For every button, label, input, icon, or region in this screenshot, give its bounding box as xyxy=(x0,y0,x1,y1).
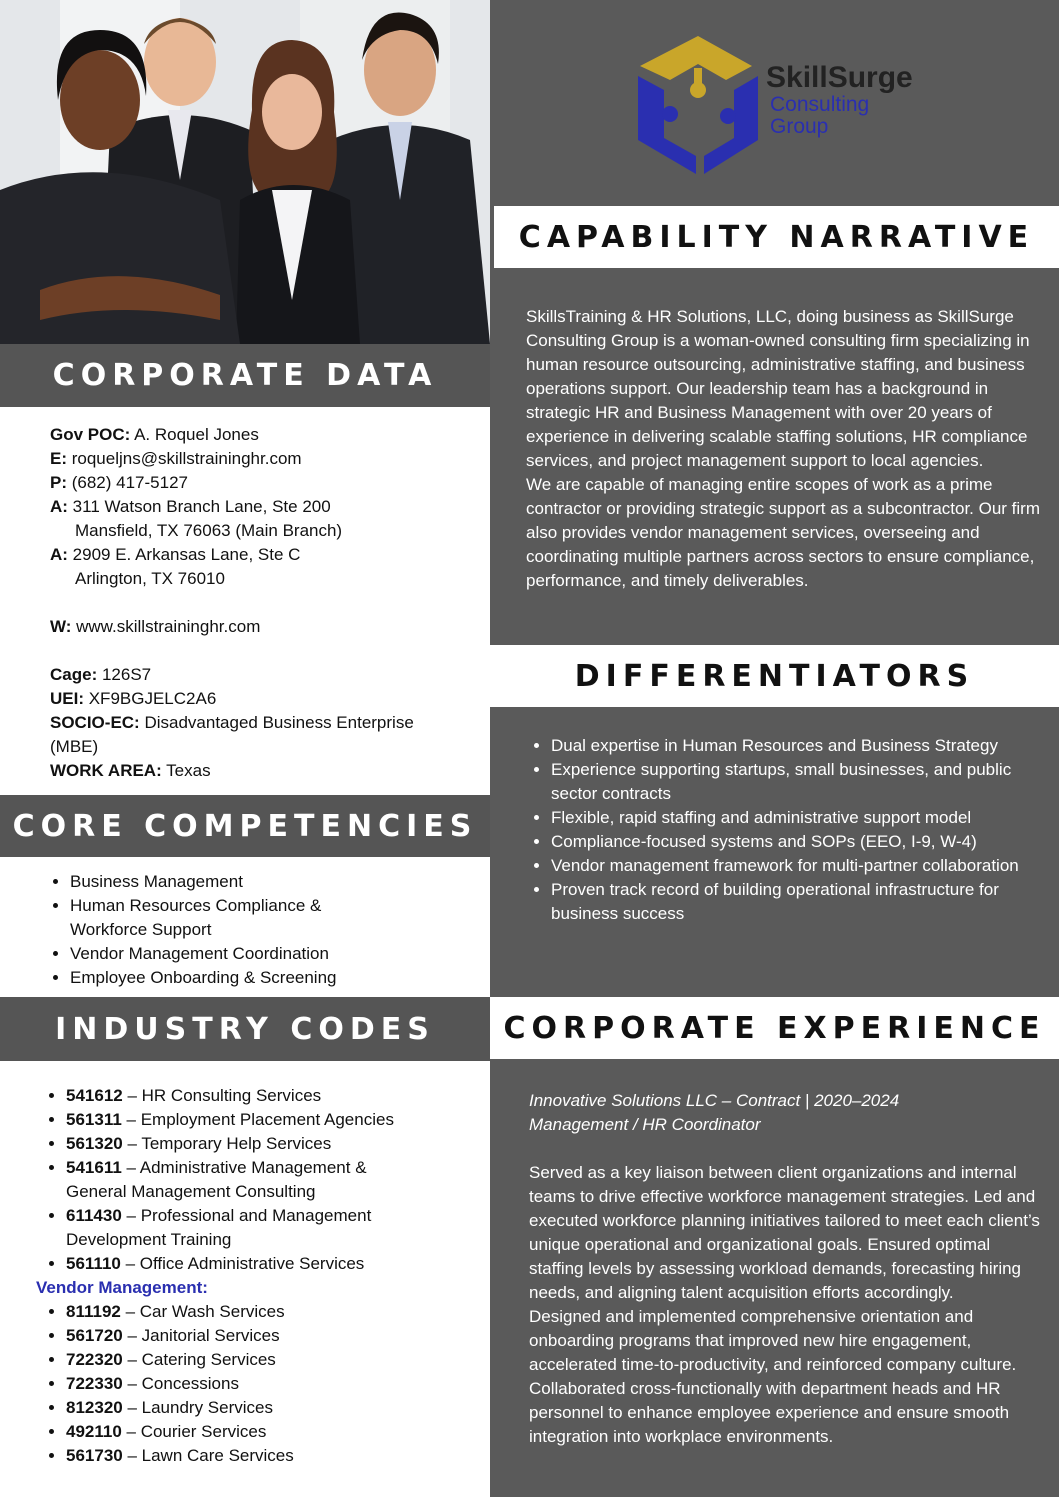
vendor-management-label: Vendor Management: xyxy=(36,1278,208,1297)
list-item: • 541611 – Administrative Management & General Management Consulting xyxy=(66,1156,426,1204)
web-value: www.skillstraininghr.com xyxy=(71,617,261,636)
list-item: • Employee Onboarding & Screening xyxy=(70,966,360,990)
list-item: • 722320 – Catering Services xyxy=(66,1348,426,1372)
list-item: • Human Resources Compliance & Workforce Support xyxy=(70,894,360,942)
list-item: • 492110 – Courier Services xyxy=(66,1420,426,1444)
company-logo xyxy=(630,28,950,178)
work-area-value: Texas xyxy=(161,761,211,780)
list-item: • 561720 – Janitorial Services xyxy=(66,1324,426,1348)
socio-value: Disadvantaged Business Enterprise (MBE) xyxy=(50,713,414,756)
differentiators-list xyxy=(531,734,1021,926)
industry-codes-heading: INDUSTRY CODES xyxy=(0,997,490,1061)
phone-label: P: xyxy=(50,473,67,492)
address2-line2: Arlington, TX 76010 xyxy=(75,569,225,588)
work-area-label: WORK AREA: xyxy=(50,761,162,780)
list-item: • 561311 – Employment Placement Agencies xyxy=(66,1108,426,1132)
corporate-data xyxy=(50,423,470,783)
core-competencies-list xyxy=(50,870,360,990)
corporate-experience-heading: CORPORATE EXPERIENCE xyxy=(490,997,1059,1059)
list-item: • 812320 – Laundry Services xyxy=(66,1396,426,1420)
corporate-data-heading: CORPORATE DATA xyxy=(0,344,490,407)
list-item: • Business Management xyxy=(70,870,360,894)
capability-paragraph-1: SkillsTraining & HR Solutions, LLC, doing business as SkillSurge Consulting Group is a woman-owned consulting firm specializing in human resource outsourcing, administrative staffing, and business operations support. Our leadership team has a background in strategic HR and Business Management with over 20 years of experience in delivering scalable staffing solutions, HR compliance services, and project management support to local agencies. xyxy=(526,307,1030,470)
uei-value: XF9BGJELC2A6 xyxy=(84,689,217,708)
phone-value: (682) 417-5127 xyxy=(67,473,188,492)
list-item: • 611430 – Professional and Management Development Training xyxy=(66,1204,426,1252)
vendor-codes-list xyxy=(46,1300,426,1468)
list-item: • 561730 – Lawn Care Services xyxy=(66,1444,426,1468)
list-item: • Compliance-focused systems and SOPs (EEO, I-9, W-4) xyxy=(551,830,1021,854)
brand-name: SkillSurge xyxy=(766,61,913,94)
list-item: • 811192 – Car Wash Services xyxy=(66,1300,426,1324)
uei-label: UEI: xyxy=(50,689,84,708)
socio-label: SOCIO-EC: xyxy=(50,713,140,732)
web-label: W: xyxy=(50,617,72,636)
list-item: • 541612 – HR Consulting Services xyxy=(66,1084,426,1108)
address1-line2: Mansfield, TX 76063 (Main Branch) xyxy=(75,521,343,540)
address1-line1: 311 Watson Branch Lane, Ste 200 xyxy=(67,497,331,516)
cage-label: Cage: xyxy=(50,665,98,684)
list-item: • 722330 – Concessions xyxy=(66,1372,426,1396)
address2-line1: 2909 E. Arkansas Lane, Ste C xyxy=(67,545,301,564)
list-item: • Dual expertise in Human Resources and Business Strategy xyxy=(551,734,1021,758)
address1-label: A: xyxy=(50,497,68,516)
industry-codes-list xyxy=(46,1084,426,1276)
poc-label: Gov POC: xyxy=(50,425,131,444)
brand-sub2: Group xyxy=(770,115,829,138)
cage-value: 126S7 xyxy=(97,665,152,684)
list-item: • Vendor Management Coordination xyxy=(70,942,360,966)
experience-paragraph-1: Served as a key liaison between client organizations and internal teams to drive effective workforce management strategies. Led and executed workforce planning initiatives tailored to meet each client’s unique operational and organizational goals. Ensured optimal staffing levels by assessing workload demands, forecasting hiring needs, and aligning talent acquisition efforts accordingly. xyxy=(529,1163,1040,1302)
team-photo xyxy=(0,0,490,344)
list-item: • 561320 – Temporary Help Services xyxy=(66,1132,426,1156)
address2-label: A: xyxy=(50,545,68,564)
list-item: • Vendor management framework for multi-partner collaboration xyxy=(551,854,1021,878)
poc-value: A. Roquel Jones xyxy=(130,425,259,444)
corporate-experience xyxy=(529,1089,1044,1449)
list-item: • Proven track record of building operational infrastructure for business success xyxy=(551,878,1021,926)
capability-heading: CAPABILITY NARRATIVE xyxy=(494,206,1059,268)
brand-sub1: Consulting xyxy=(770,93,870,116)
list-item: • Flexible, rapid staffing and administrative support model xyxy=(551,806,1021,830)
experience-title: Innovative Solutions LLC – Contract | 2020–2024 xyxy=(529,1091,900,1110)
capability-paragraph-2: We are capable of managing entire scopes of work as a prime contractor or providing strategic support as a subcontractor. Our firm also provides vendor management services, overseeing and coordinating multiple partners across sectors to ensure compliance, performance, and timely deliverables. xyxy=(526,475,1041,590)
capability-narrative xyxy=(526,305,1041,593)
experience-paragraph-2: Designed and implemented comprehensive orientation and onboarding programs that improved new hire engagement, accelerated time-to-productivity, and reinforced company culture. Collaborated cross-functionally with department heads and HR personnel to enhance employee experience and ensure smooth integration into workplace environments. xyxy=(529,1307,1017,1446)
core-competencies-heading: CORE COMPETENCIES xyxy=(0,795,490,857)
experience-role: Management / HR Coordinator xyxy=(529,1115,761,1134)
email-label: E: xyxy=(50,449,67,468)
logo-mark-icon xyxy=(630,28,770,178)
email-value: roqueljns@skillstraininghr.com xyxy=(67,449,302,468)
list-item: • Experience supporting startups, small businesses, and public sector contracts xyxy=(551,758,1021,806)
list-item: • 561110 – Office Administrative Services xyxy=(66,1252,426,1276)
differentiators-heading: DIFFERENTIATORS xyxy=(490,645,1059,707)
